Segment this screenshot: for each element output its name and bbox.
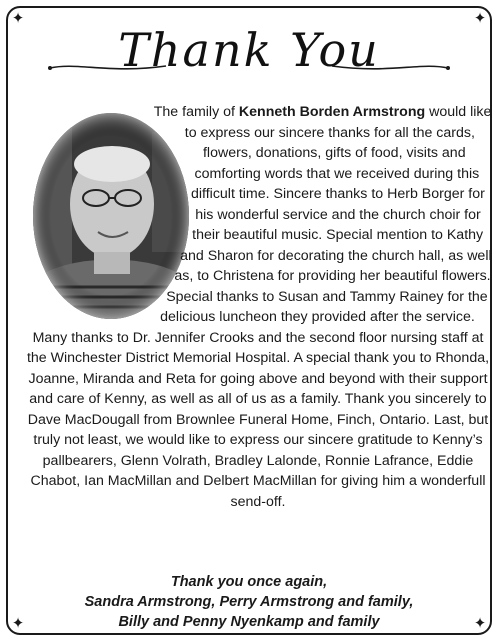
corner-ornament-icon: ✦ <box>473 614 487 632</box>
intro-text: The family of <box>153 104 239 120</box>
sign-off-line: Billy and Penny Nyenkamp and family <box>118 614 380 630</box>
page-title: Thank You <box>118 23 380 77</box>
thank-you-ad <box>6 6 492 635</box>
message-body <box>24 102 492 512</box>
deceased-name: Kenneth Borden Armstrong <box>238 104 426 120</box>
sign-off-line: Thank you once again, <box>170 574 328 590</box>
message-text: would like to express our sincere thanks for all the cards, flowers, donations, gifts of food, visits and comforting words that we received during this difficult time. Sincere thanks to Herb Borger for his wonderful service and the church choir for their beautiful music. Special mention to Kathy and Sharon for decorating the church hall, as well as, to Christena for providing her beautiful flowers. Special thanks to Susan and Tammy Rainey for the delicious luncheon they provided after the service. Many thanks to Dr. Jennifer Crooks and the second floor nursing staff at the Winchester District Memorial Hospital. A special thank you to Rhonda, Joanne, Miranda and Reta for going above and beyond with their support and care of Kenny, as well as all of us as a family. Thank you sincerely to Dave MacDougall from Brownlee Funeral Home, Finch, Ontario. Last, but truly not least, we would like to express our sincere gratitude to Kenny’s pallbearers, Glenn Volrath, Bradley Lalonde, Ronnie Lafrance, Eddie Chabot, Ian MacMillan and Delbert MacMillan for giving him a wonderfull send-off. <box>26 104 492 510</box>
corner-ornament-icon: ✦ <box>11 9 25 27</box>
sign-off <box>8 572 490 632</box>
sign-off-line: Sandra Armstrong, Perry Armstrong and family, <box>84 594 414 610</box>
corner-ornament-icon: ✦ <box>11 614 25 632</box>
flourish-left-icon <box>48 60 168 76</box>
corner-ornament-icon: ✦ <box>473 9 487 27</box>
flourish-right-icon <box>330 60 450 76</box>
